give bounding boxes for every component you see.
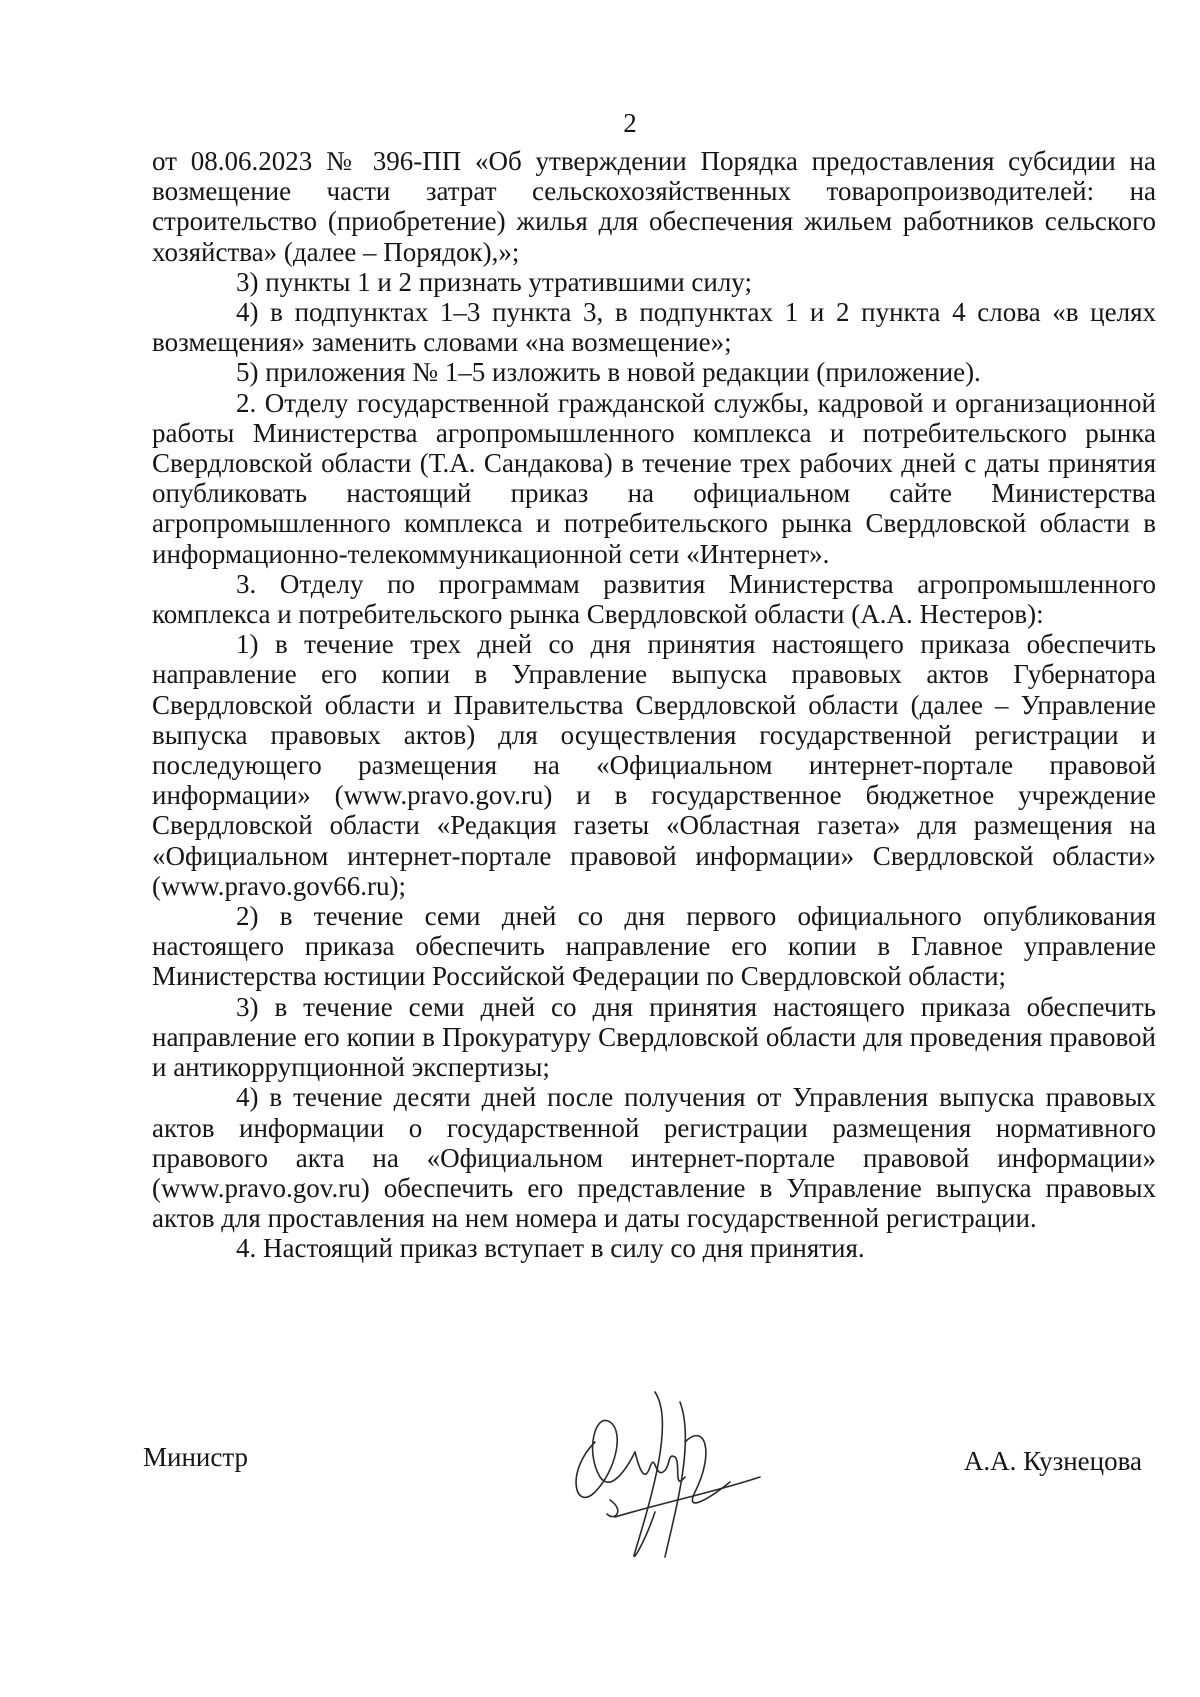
paragraph-item-4: 4) в подпунктах 1–3 пункта 3, в подпунктах 1 и 2 пункта 4 слова «в целях возмещения» заменить словами «на возмещение»; — [152, 297, 1156, 358]
paragraph-section-3-item-3: 3) в течение семи дней со дня принятия настоящего приказа обеспечить направление его копии в Прокуратуру Свердловской области для проведения правовой и антикоррупционной экспертизы; — [152, 991, 1156, 1083]
paragraph-section-3-item-1: 1) в течение трех дней со дня принятия настоящего приказа обеспечить направление его копии в Управление выпуска правовых актов Губернатора Свердловской области и Правительства Свердловской области (далее – Управление выпуска правовых актов) для осуществления государственной регистрации и последующего размещения на «Официальном интернет-портале правовой информации» (www.pravo.gov.ru) и в государственное бюджетное учреждение Свердловской области «Редакция газеты «Областная газета» для размещения на «Официальном интернет-портале правовой информации» Свердловской области» (www.pravo.gov66.ru); — [152, 629, 1156, 901]
paragraph-section-3: 3. Отделу по программам развития Министерства агропромышленного комплекса и потребительского рынка Свердловской области (А.А. Нестеров): — [152, 568, 1156, 630]
handwritten-signature — [555, 1382, 765, 1572]
paragraph-section-4: 4. Настоящий приказ вступает в силу со дня принятия. — [236, 1233, 865, 1264]
document-body — [152, 146, 1156, 1264]
paragraph-section-3-item-2: 2) в течение семи дней со дня первого официального опубликования настоящего приказа обеспечить направление его копии в Главное управление Министерства юстиции Российской Федерации по Свердловской области; — [152, 901, 1156, 992]
paragraph-section-2: 2. Отделу государственной гражданской службы, кадровой и организационной работы Министерства агропромышленного комплекса и потребительского рынка Свердловской области (Т.А. Сандакова) в течение трех рабочих дней с даты принятия опубликовать настоящий приказ на официальном сайте Министерства агропромышленного комплекса и потребительского рынка Свердловской области в информационно-телекоммуникационной сети «Интернет». — [152, 387, 1156, 569]
page-number: 2 — [623, 108, 637, 138]
signatory-name: А.А. Кузнецова — [963, 1446, 1142, 1476]
paragraph-continuation: от 08.06.2023 № 396-ПП «Об утверждении Порядка предоставления субсидии на возмещение части затрат сельскохозяйственных товаропроизводителей: на строительство (приобретение) жилья для обеспечения жильем работников сельского хозяйства» (далее – Порядок),»; — [152, 146, 1156, 267]
signatory-title: Министр — [143, 1442, 248, 1472]
paragraph-item-5: 5) приложения № 1–5 изложить в новой редакции (приложение). — [236, 357, 981, 388]
paragraph-section-3-item-4: 4) в течение десяти дней после получения от Управления выпуска правовых актов информации о государственной регистрации размещения нормативного правового акта на «Официальном интернет-портале правовой информации» (www.pravo.gov.ru) обеспечить его представление в Управление выпуска правовых актов для проставления на нем номера и даты государственной регистрации. — [152, 1082, 1156, 1234]
paragraph-item-3: 3) пункты 1 и 2 признать утратившими силу; — [236, 266, 752, 297]
